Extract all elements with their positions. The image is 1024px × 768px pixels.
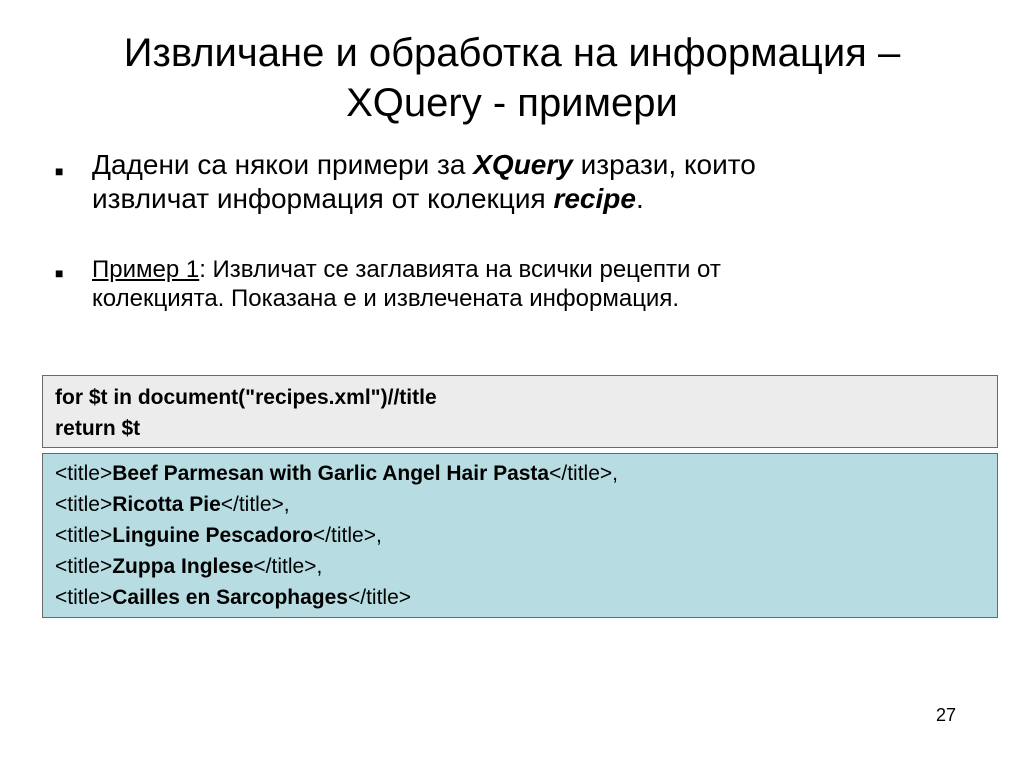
close-tag: </title>, [220,493,290,516]
result-line [55,582,985,613]
result-line [55,489,985,520]
result-value: Beef Parmesan with Garlic Angel Hair Pasta [112,462,550,485]
slide-title [40,28,984,128]
query-line: for $t in document("recipes.xml")//title [55,386,437,409]
example-text-1: : Извличат се заглавията на всички рецепти от [199,256,721,283]
close-tag: </title>, [312,524,382,547]
result-value: Zuppa Inglese [112,555,254,578]
result-line [55,458,985,489]
open-tag: <title> [55,555,113,578]
bullet-intro [55,148,955,216]
open-tag: <title> [55,586,113,609]
intro-text-1: Дадени са някои примери за [92,149,474,180]
title-line-1: Извличане и обработка на информация – [123,31,901,75]
intro-emphasis-xquery: XQuery [473,149,573,180]
query-line: return $t [55,417,141,440]
open-tag: <title> [55,493,113,516]
open-tag: <title> [55,462,113,485]
intro-text-4: . [635,183,644,214]
intro-text-2: изрази, които [572,149,756,180]
title-line-2: XQuery - примери [346,81,678,125]
bullet-example-text [92,255,955,313]
intro-emphasis-recipe: recipe [553,183,636,214]
result-value: Ricotta Pie [112,493,221,516]
bullet-square-icon: ■ [55,163,64,179]
close-tag: </title>, [253,555,323,578]
bullet-square-icon: ■ [55,265,64,281]
page-number: 27 [936,705,957,725]
example-text-2: колекцията. Показана е и извлечената информация. [92,285,680,312]
query-code-box [42,375,998,448]
result-value: Cailles en Sarcophages [112,586,348,609]
result-value: Linguine Pescadoro [112,524,313,547]
intro-text-3: извличат информация от колекция [92,183,554,214]
close-tag: </title>, [549,462,618,485]
result-code-box [42,453,998,618]
result-line [55,551,985,582]
open-tag: <title> [55,524,113,547]
example-1-link[interactable]: Пример 1 [92,256,200,283]
close-tag: </title> [348,586,412,609]
bullet-intro-text [92,148,955,216]
bullet-example-1 [55,255,955,313]
result-line [55,520,985,551]
